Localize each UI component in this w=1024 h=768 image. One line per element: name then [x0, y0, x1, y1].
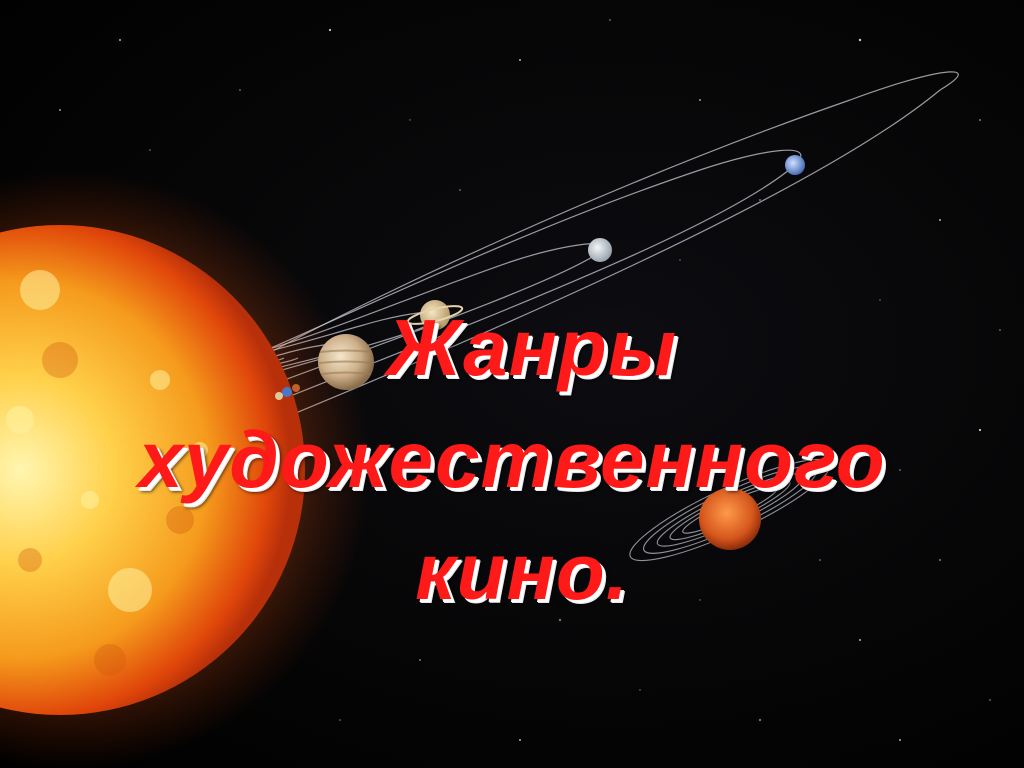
title-line-2: художественного	[138, 415, 886, 504]
slide-title	[0, 292, 1024, 628]
title-line-3: кино.	[415, 527, 629, 616]
title-line-1: Жанры	[386, 303, 678, 392]
uranus	[588, 238, 612, 262]
neptune	[785, 155, 805, 175]
